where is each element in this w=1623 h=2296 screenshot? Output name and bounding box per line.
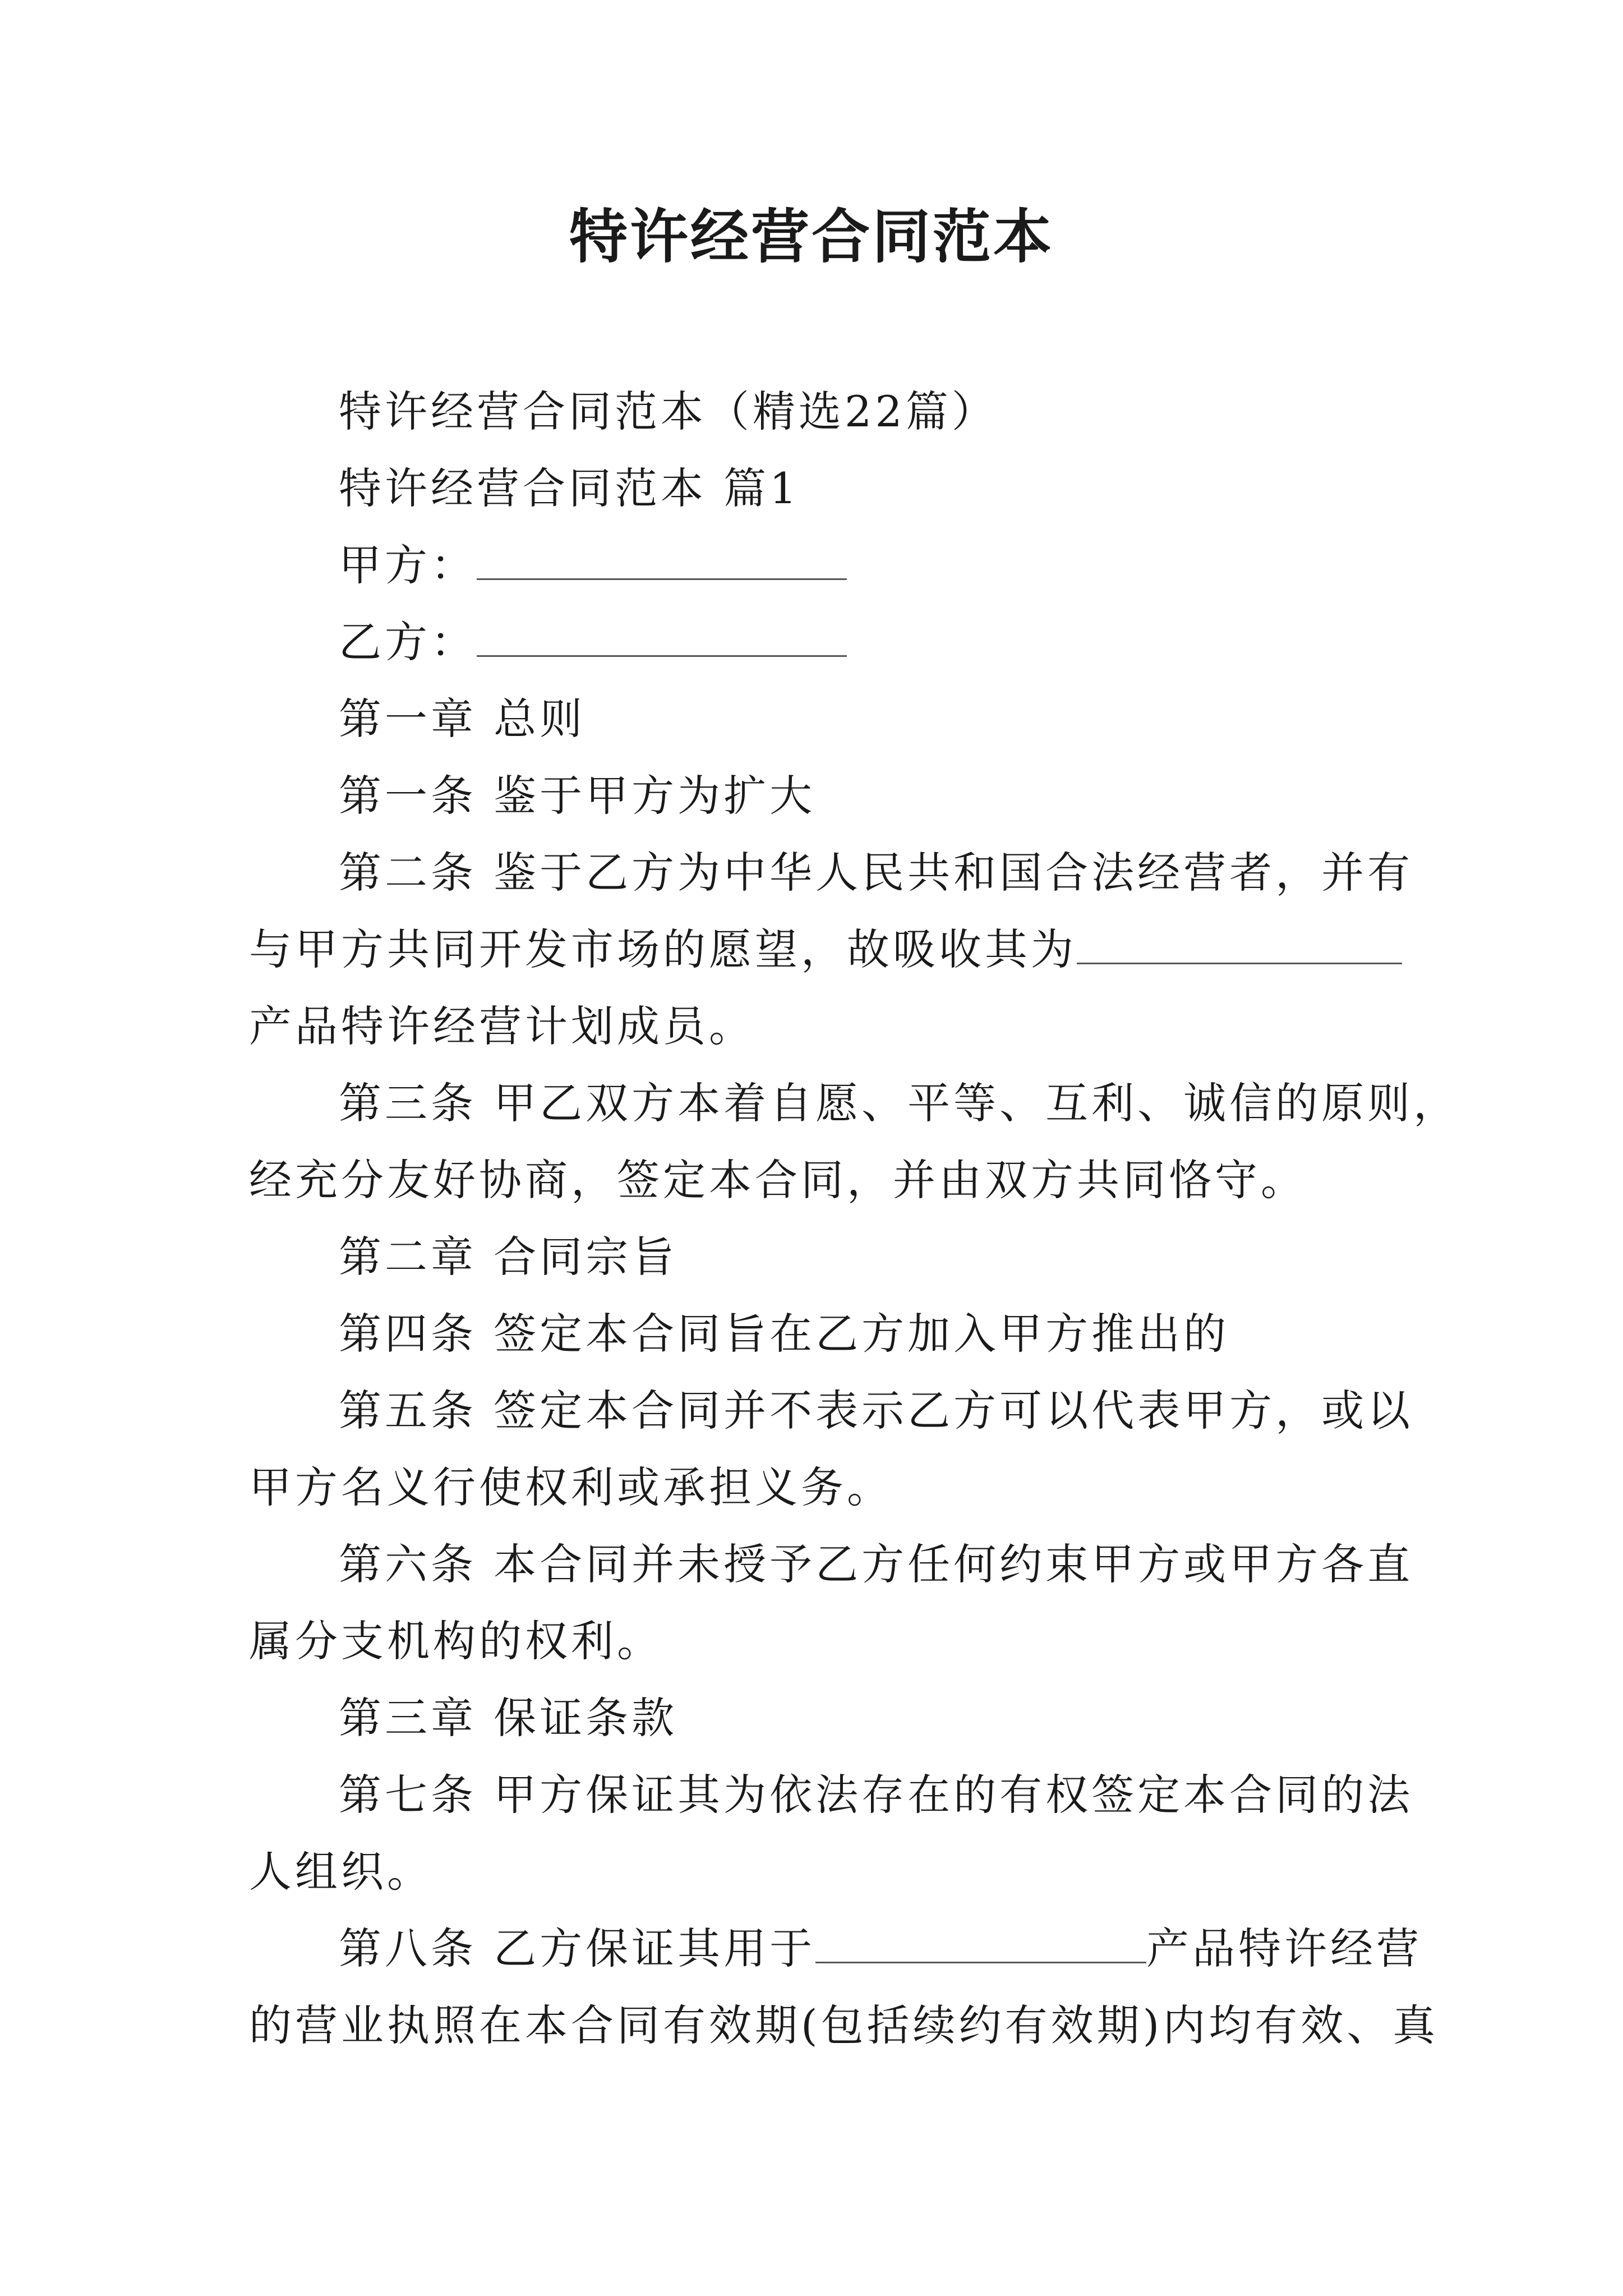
paragraph-line: 第三条 甲乙双方本着自愿、平等、互利、诚信的原则， bbox=[339, 1078, 1460, 1128]
paragraph-text: 第八条 乙方保证其用于 bbox=[339, 1924, 816, 1973]
paragraph-line: 产品特许经营计划成员。 bbox=[249, 1001, 755, 1051]
party-b-blank bbox=[477, 616, 847, 657]
document-body bbox=[249, 373, 1460, 2064]
paragraph-text: 与甲方共同开发市场的愿望，故吸收其为 bbox=[249, 924, 1077, 974]
paragraph-line: 第六条 本合同并未授予乙方任何约束甲方或甲方各直 bbox=[339, 1539, 1414, 1589]
paragraph-line: 第七条 甲方保证其为依法存在的有权签定本合同的法 bbox=[339, 1770, 1414, 1820]
paragraph-line: 第一条 鉴于甲方为扩大 bbox=[339, 771, 816, 821]
paragraph-line: 的营业执照在本合同有效期(包括续约有效期)内均有效、真 bbox=[249, 2000, 1439, 2050]
paragraph-line: 经充分友好协商，签定本合同，并由双方共同恪守。 bbox=[249, 1155, 1307, 1205]
subtitle-line: 特许经营合同范本（精选22篇） bbox=[339, 386, 998, 436]
paragraph-line bbox=[249, 1910, 1423, 1987]
paragraph-line: 第四条 签定本合同旨在乙方加入甲方推出的 bbox=[339, 1309, 1230, 1359]
party-a-line bbox=[249, 527, 1387, 604]
paragraph-text: 产品特许经营 bbox=[1146, 1924, 1423, 1973]
paragraph-line: 属分支机构的权利。 bbox=[249, 1616, 663, 1666]
document-title: 特许经营合同范本 bbox=[569, 202, 1054, 271]
party-b-label: 乙方： bbox=[339, 617, 477, 667]
paragraph-line: 第五条 签定本合同并不表示乙方可以代表甲方，或以 bbox=[339, 1386, 1414, 1435]
party-b-line bbox=[249, 604, 1387, 680]
paragraph-line bbox=[249, 911, 1387, 988]
party-a-label: 甲方： bbox=[339, 540, 477, 590]
chapter-heading: 第一章 总则 bbox=[339, 694, 586, 744]
product-blank bbox=[815, 1922, 1146, 1963]
paragraph-line: 人组织。 bbox=[249, 1847, 433, 1897]
paragraph-line: 第二条 鉴于乙方为中华人民共和国合法经营者，并有 bbox=[339, 848, 1414, 898]
party-a-blank bbox=[477, 539, 847, 580]
section-heading: 特许经营合同范本 篇1 bbox=[339, 463, 800, 513]
chapter-heading: 第二章 合同宗旨 bbox=[339, 1232, 678, 1282]
paragraph-line: 甲方名义行使权利或承担义务。 bbox=[249, 1462, 893, 1512]
product-blank bbox=[1077, 923, 1402, 964]
chapter-heading: 第三章 保证条款 bbox=[339, 1693, 678, 1743]
